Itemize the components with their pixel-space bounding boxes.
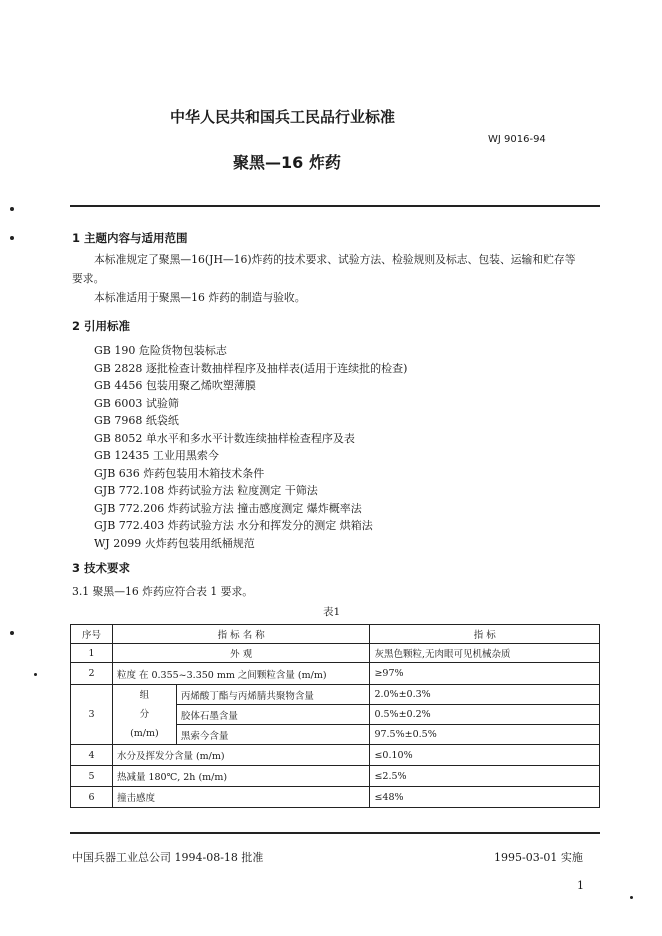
reference-item: GB 2828 逐批检查计数抽样程序及抽样表(适用于连续批的检查) [94,361,408,375]
row-no: 5 [71,766,113,787]
row-value: ≥97% [370,663,600,685]
table-row [71,685,600,705]
reference-item: GB 7968 纸袋纸 [94,414,179,427]
reference-item: GB 4456 包装用聚乙烯吹塑薄膜 [94,379,256,392]
spec-table [70,624,600,808]
approval-note: 中国兵器工业总公司 1994-08-18 批准 [72,851,264,864]
reference-item: GJB 772.108 炸药试验方法 粒度测定 干筛法 [94,484,318,497]
table-row [71,787,600,808]
scan-dot [10,207,14,211]
header-value: 指 标 [370,625,600,644]
table-row [71,766,600,787]
group-label-2: 分 [139,709,150,720]
sub-value: 97.5%±0.5% [370,725,600,745]
reference-item: WJ 2099 火炸药包装用纸桶规范 [94,536,255,550]
header-item: 指 标 名 称 [112,625,370,644]
org-title: 中华人民共和国兵工民品行业标准 [170,108,396,126]
scan-dot [630,896,633,899]
section-1-para2: 本标准适用于聚黑—16 炸药的制造与验收。 [94,291,306,304]
group-label-1: 组 [139,690,150,701]
sub-value: 0.5%±0.2% [370,705,600,725]
row-value: 灰黑色颗粒,无肉眼可见机械杂质 [370,644,600,663]
clause-3-1: 3.1 聚黑—16 炸药应符合表 1 要求。 [72,585,254,598]
sub-item: 丙烯酸丁酯与丙烯腈共聚物含量 [176,685,370,705]
section-3-title: 3 技术要求 [72,561,131,575]
row-no: 4 [71,745,113,766]
table-row [71,644,600,663]
row-value: ≤2.5% [370,766,600,787]
section-1-para1-line2: 要求。 [72,272,105,285]
row-item: 撞击感度 [112,787,370,808]
reference-item: GJB 772.206 炸药试验方法 撞击感度测定 爆炸概率法 [94,501,362,515]
row-no: 1 [71,644,113,663]
section-1-para1-line1: 本标准规定了聚黑—16(JH—16)炸药的技术要求、试验方法、检验规则及标志、包装、运输和贮存等 [94,253,576,266]
scan-dot [10,631,14,635]
section-2-title: 2 引用标准 [72,319,131,333]
sub-item: 黑索今含量 [176,725,370,745]
group-label-3: (m/m) [130,728,159,739]
footer-rule [70,832,600,834]
reference-item: GJB 636 炸药包装用木箱技术条件 [94,466,265,480]
standard-code: WJ 9016-94 [488,134,546,145]
reference-item: GB 6003 试验筛 [94,396,179,410]
row-value: ≤0.10% [370,745,600,766]
table-caption: 表1 [323,606,341,618]
row-value: ≤48% [370,787,600,808]
reference-item: GB 8052 单水平和多水平计数连续抽样检查程序及表 [94,431,355,445]
reference-item: GJB 772.403 炸药试验方法 水分和挥发分的测定 烘箱法 [94,519,373,532]
row-item: 水分及挥发分含量 (m/m) [112,745,370,766]
document-title: 聚黑—16 炸药 [233,153,341,172]
sub-value: 2.0%±0.3% [370,685,600,705]
table-row [71,663,600,685]
row-item: 外 观 [112,644,370,663]
scan-dot [34,673,37,676]
header-rule [70,205,600,207]
effective-date: 1995-03-01 实施 [494,851,583,864]
reference-item: GB 190 危险货物包装标志 [94,344,227,357]
table-row [71,745,600,766]
scan-dot [10,236,14,240]
table-header-row [71,625,600,644]
composition-group [112,685,176,745]
row-no: 6 [71,787,113,808]
row-item: 热减量 180℃, 2h (m/m) [112,766,370,787]
sub-item: 胶体石墨含量 [176,705,370,725]
reference-item: GB 12435 工业用黑索今 [94,449,219,462]
row-no: 3 [71,685,113,745]
row-item: 粒度 在 0.355~3.350 mm 之间颗粒含量 (m/m) [112,663,370,685]
page-number: 1 [577,879,584,892]
row-no: 2 [71,663,113,685]
header-no: 序号 [71,625,113,644]
section-1-title: 1 主题内容与适用范围 [72,231,188,245]
